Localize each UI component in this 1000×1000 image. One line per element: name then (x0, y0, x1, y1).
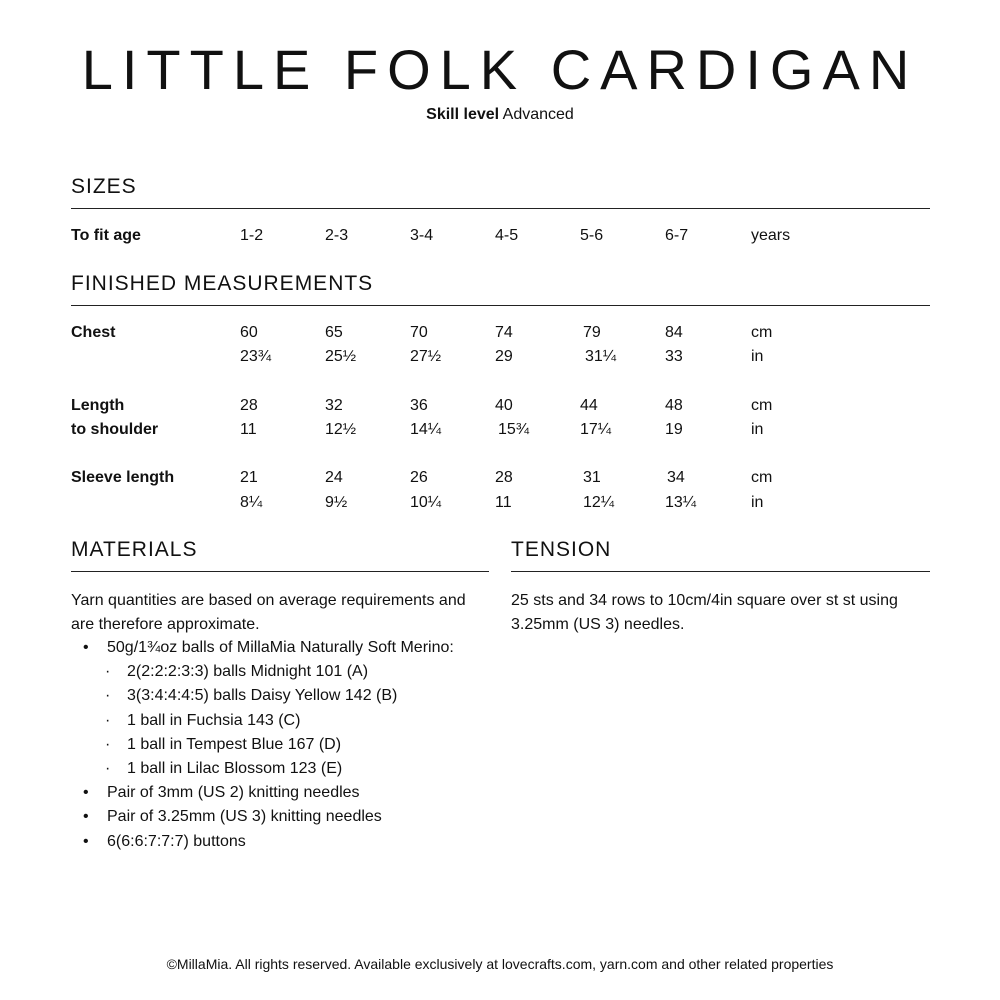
measure-cell: 11 (495, 494, 512, 511)
materials-item: • Pair of 3.25mm (US 3) knitting needles (71, 805, 491, 829)
measure-cell: 31¼ (585, 348, 617, 365)
measurements-heading: FINISHED MEASUREMENTS (71, 271, 930, 306)
skill-level-label: Skill level (426, 106, 500, 123)
measure-cell: 14¼ (410, 421, 442, 438)
measure-cell: 70 (410, 324, 428, 341)
skill-level (0, 104, 1000, 126)
measure-cell: 25½ (325, 348, 357, 365)
measure-cell: 74 (495, 324, 513, 341)
measure-cell: 60 (240, 324, 258, 341)
unit-label: cm (751, 397, 773, 414)
materials-subitem: · 1 ball in Tempest Blue 167 (D) (71, 733, 491, 757)
length-cm-row (71, 394, 931, 418)
tension-text: 25 sts and 34 rows to 10cm/4in square over st st using 3.25mm (US 3) needles. (511, 592, 898, 633)
measure-cell: 10¼ (410, 494, 442, 511)
unit-label: in (751, 421, 764, 438)
measure-cell: 8¼ (240, 494, 263, 511)
materials-intro: Yarn quantities are based on average requirements and are therefore approximate. (71, 592, 466, 633)
measure-cell: 21 (240, 469, 258, 486)
materials-item: • Pair of 3mm (US 2) knitting needles (71, 781, 491, 805)
measure-cell: 36 (410, 397, 428, 414)
measure-cell: 26 (410, 469, 428, 486)
unit-label: in (751, 348, 764, 365)
row-label: Sleeve length (71, 469, 175, 486)
measure-cell: 27½ (410, 348, 442, 365)
measure-cell: 28 (240, 397, 258, 414)
materials-item: • 6(6:6:7:7:7) buttons (71, 830, 491, 854)
measure-cell: 40 (495, 397, 513, 414)
materials-item: • 50g/1¾oz balls of MillaMia Naturally Soft Merino: (71, 636, 491, 660)
sizes-age-row (71, 224, 931, 248)
measure-cell: 65 (325, 324, 343, 341)
measure-cell: 28 (495, 469, 513, 486)
tension-heading: TENSION (511, 537, 930, 572)
materials-subitem: · 2(2:2:2:3:3) balls Midnight 101 (A) (71, 660, 491, 684)
measure-cell: 31 (583, 469, 601, 486)
row-label: To fit age (71, 227, 141, 244)
materials-subitem: · 1 ball in Lilac Blossom 123 (E) (71, 757, 491, 781)
row-label: to shoulder (71, 421, 159, 438)
measure-cell: 12½ (325, 421, 357, 438)
measure-cell: 34 (667, 469, 685, 486)
length-in-row (71, 418, 931, 442)
measure-cell: 17¼ (580, 421, 612, 438)
unit-label: cm (751, 469, 773, 486)
materials-list (71, 636, 491, 854)
measure-cell: 13¼ (665, 494, 697, 511)
sleeve-cm-row (71, 466, 931, 490)
measure-cell: 32 (325, 397, 343, 414)
measure-cell: 19 (665, 421, 683, 438)
measure-cell: 23¾ (240, 348, 272, 365)
size-cell: 5-6 (580, 227, 604, 244)
row-label: Chest (71, 324, 116, 341)
measure-cell: 84 (665, 324, 683, 341)
materials-subitem: · 3(3:4:4:4:5) balls Daisy Yellow 142 (B) (71, 684, 491, 708)
pattern-title: LITTLE FOLK CARDIGAN (81, 38, 919, 101)
measure-cell: 29 (495, 348, 513, 365)
sizes-heading: SIZES (71, 174, 930, 209)
size-cell: 2-3 (325, 227, 349, 244)
size-cell: 1-2 (240, 227, 264, 244)
measure-cell: 9½ (325, 494, 348, 511)
chest-in-row (71, 345, 931, 369)
size-cell: 6-7 (665, 227, 689, 244)
row-label: Length (71, 397, 125, 414)
unit-label: years (751, 227, 791, 244)
unit-label: cm (751, 324, 773, 341)
measure-cell: 12¼ (583, 494, 615, 511)
measure-cell: 11 (240, 421, 257, 438)
measure-cell: 44 (580, 397, 598, 414)
materials-heading: MATERIALS (71, 537, 489, 572)
size-cell: 4-5 (495, 227, 519, 244)
skill-level-value: Advanced (502, 106, 574, 123)
unit-label: in (751, 494, 764, 511)
size-cell: 3-4 (410, 227, 434, 244)
sleeve-in-row (71, 491, 931, 515)
measure-cell: 24 (325, 469, 343, 486)
measure-cell: 33 (665, 348, 683, 365)
copyright-footer: ©MillaMia. All rights reserved. Available exclusively at lovecrafts.com, yarn.com and other related properties (166, 956, 834, 972)
measure-cell: 79 (583, 324, 601, 341)
materials-subitem: · 1 ball in Fuchsia 143 (C) (71, 709, 491, 733)
chest-cm-row (71, 321, 931, 345)
measure-cell: 48 (665, 397, 683, 414)
measure-cell: 15¾ (498, 421, 530, 438)
